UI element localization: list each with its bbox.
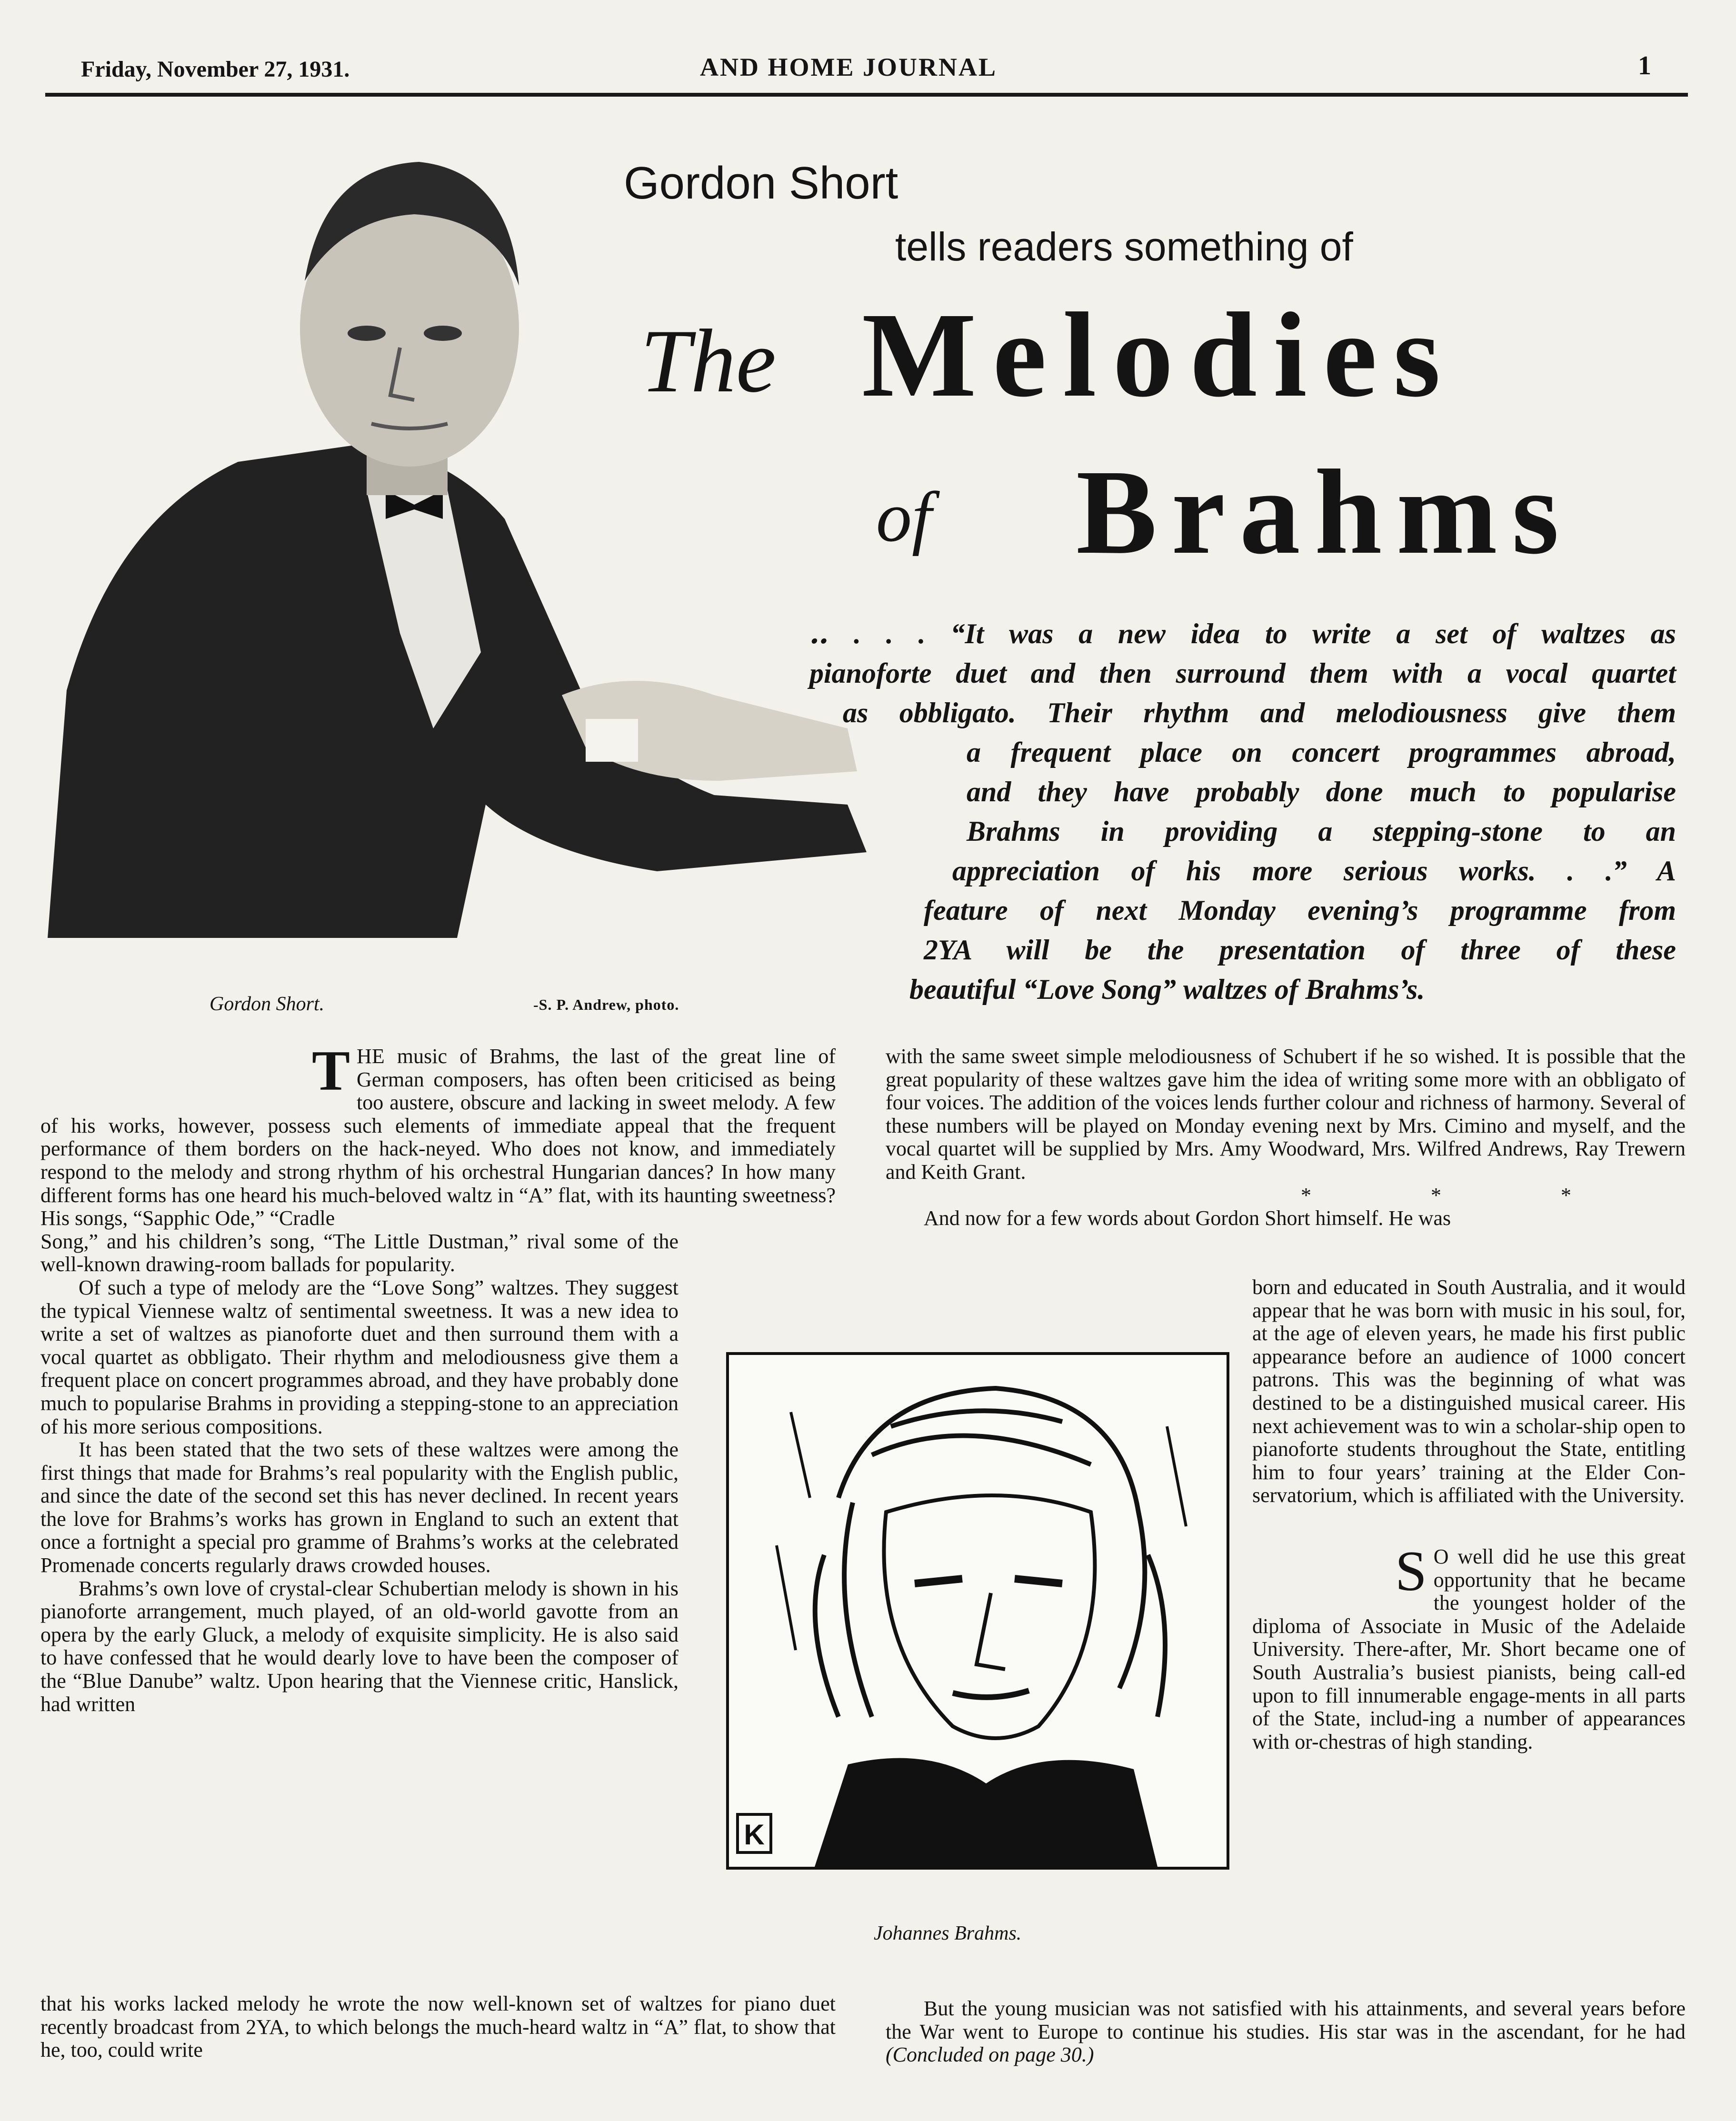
- byline-name: Gordon Short: [624, 158, 898, 209]
- brahms-woodcut: [726, 1352, 1229, 1870]
- masthead-title: AND HOME JOURNAL: [700, 53, 997, 81]
- drop-cap: T: [312, 1039, 350, 1102]
- article-text: But the young musician was not satisfied with his attainments, and several years before the War went to Europe to continue his studies. His star was in the ascendant, for he had: [886, 1997, 1686, 2043]
- section-break: * * *: [1301, 1183, 1628, 1207]
- article-paragraph: And now for a few words about Gordon Short himself. He was: [924, 1206, 1451, 1230]
- continuation-note: (Concluded on page 30.): [886, 2043, 1094, 2067]
- article-text: HE music of Brahms, the last of the great line of German composers, has often been criticised as being too austere, obscure and lacking in sweet melody. A few of his works, however, possess such elements of immediate appeal that the frequent performance of them borders on the hack-neyed. Who does not know, and immediately respond to the melody and strong rhythm of his orchestral Hungarian dances? In how many different forms has one heard his much-beloved waltz in “A” flat, with its haunting sweetness? His songs, “Sapphic Ode,” “Cradle: [40, 1045, 836, 1230]
- article-paragraph: Song,” and his children’s song, “The Little Dustman,” rival some of the well-known drawing-room ballads for popularity.: [40, 1229, 678, 1276]
- woodcut-caption: Johannes Brahms.: [874, 1922, 1022, 1944]
- page-number: 1: [1638, 51, 1651, 80]
- pull-quote-line: Brahms in providing a stepping-stone to an: [967, 816, 1676, 847]
- pull-quote-line: 2YA will be the presentation of three of these: [924, 934, 1676, 966]
- article-paragraph: Of such a type of melody are the “Love Song” waltzes. They suggest the typical Viennese waltz of sentimental sweetness. It was a new idea to write a set of waltzes as pianoforte duet and then surround them with a vocal quartet as obbligato. Their rhythm and melodiousness give them a frequent place on concert programmes abroad, and they have probably done much to popularise Brahms in providing a stepping-stone to an appreciation of his more serious compositions.: [40, 1275, 678, 1438]
- article-paragraph: [1252, 1539, 1686, 1753]
- pull-quote-line: as obbligato. Their rhythm and melodiousness give them: [843, 697, 1676, 728]
- pull-quote-line: and they have probably done much to popularise: [967, 776, 1676, 807]
- article-column-2: [886, 1045, 1686, 1230]
- title-of: of: [876, 478, 932, 557]
- article-column-2-inset: [1252, 1276, 1686, 1753]
- drop-cap: S: [1395, 1539, 1427, 1603]
- woodcut-monogram: K: [744, 1819, 765, 1851]
- pull-quote-line: pianoforte duet and then surround them with a vocal quartet: [809, 657, 1676, 689]
- pull-quote-line: feature of next Monday evening’s programme from: [924, 895, 1676, 926]
- article-column-2-end: [886, 1997, 1686, 2067]
- article-text: O well did he use this great opportunity that he became the youngest holder of the diploma of Associate in Music of the Adelaide University. There-after, Mr. Short became one of South Australia’s busiest pianists, being call-ed upon to fill innumerable engage-ments in all parts of the State, includ-ing a number of appearances with or-chestras of high standing.: [1252, 1544, 1686, 1753]
- article-paragraph: born and educated in South Australia, and it would appear that he was born with music in his soul, for, at the age of eleven years, he made his first public appearance before an audience of 1000 concert patrons. This was the beginning of what was destined to be a distinguished musical career. His next achievement was to win a scholar-ship open to pianoforte students throughout the State, entitling him to four years’ training at the Elder Con-servatorium, which is affiliated with the University.: [1252, 1275, 1686, 1507]
- byline-subtitle: tells readers something of: [895, 224, 1353, 269]
- article-paragraph: [886, 1997, 1686, 2067]
- pull-quote-line: appreciation of his more serious works. . .” A: [952, 855, 1676, 886]
- article-paragraph: It has been stated that the two sets of these waltzes were among the first things that made for Brahms’s real popularity with the English public, and since the date of the second set this has never declined. In recent years the love for Brahms’s works has grown in England to such an extent that once a fortnight a special pro gramme of Brahms’s works at the celebrated Promenade concerts regularly draws crowded houses.: [40, 1438, 678, 1577]
- article-paragraph: [40, 1992, 836, 2062]
- article-paragraph: Brahms’s own love of crystal-clear Schubertian melody is shown in his pianoforte arrangement, much played, of an old-world gavotte from an opera by the early Gluck, a melody of exquisite simplicity. He is also said to have confessed that he would dearly love to have been the composer of the “Blue Danube” waltz. Upon hearing that the Viennese critic, Hanslick, had written: [40, 1576, 678, 1716]
- title-brahms: Brahms: [1076, 445, 1574, 579]
- pull-quote-line: beautiful “Love Song” waltzes of Brahms’s.: [909, 974, 1425, 1005]
- title-melodies: Melodies: [862, 288, 1457, 422]
- pull-quote-line: ‥ . . . “It was a new idea to write a set of waltzes as: [809, 618, 1676, 649]
- article-paragraph: [40, 1039, 836, 1230]
- masthead-date: Friday, November 27, 1931.: [81, 57, 350, 82]
- photo-credit: -S. P. Andrew, photo.: [533, 996, 679, 1013]
- masthead-rule: [45, 93, 1688, 97]
- article-text: that his works lacked melody he wrote the now well-known set of waltzes for piano duet recently broadcast from 2YA, to which belongs the much-heard waltz in “A” flat, to show that he, too, could write: [40, 1992, 836, 2062]
- photo-caption: Gordon Short.: [210, 993, 325, 1015]
- pull-quote-line: a frequent place on concert programmes abroad,: [967, 737, 1676, 768]
- article-column-1: [40, 1039, 836, 1716]
- article-paragraph: with the same sweet simple melodiousness of Schubert if he so wished. It is possible that the great popularity of these waltzes gave him the idea of writing some more with an obbligato of four voices. The addition of the voices lends further colour and richness of harmony. Several of these numbers will be played on Monday evening next by Mrs. Cimino and myself, and the vocal quartet will be supplied by Mrs. Amy Woodward, Mrs. Wilfred Andrews, Ray Trewern and Keith Grant.: [886, 1045, 1686, 1184]
- title-the: The: [640, 311, 776, 411]
- gordon-short-photo: [38, 129, 933, 938]
- pull-quote: [809, 614, 1676, 1014]
